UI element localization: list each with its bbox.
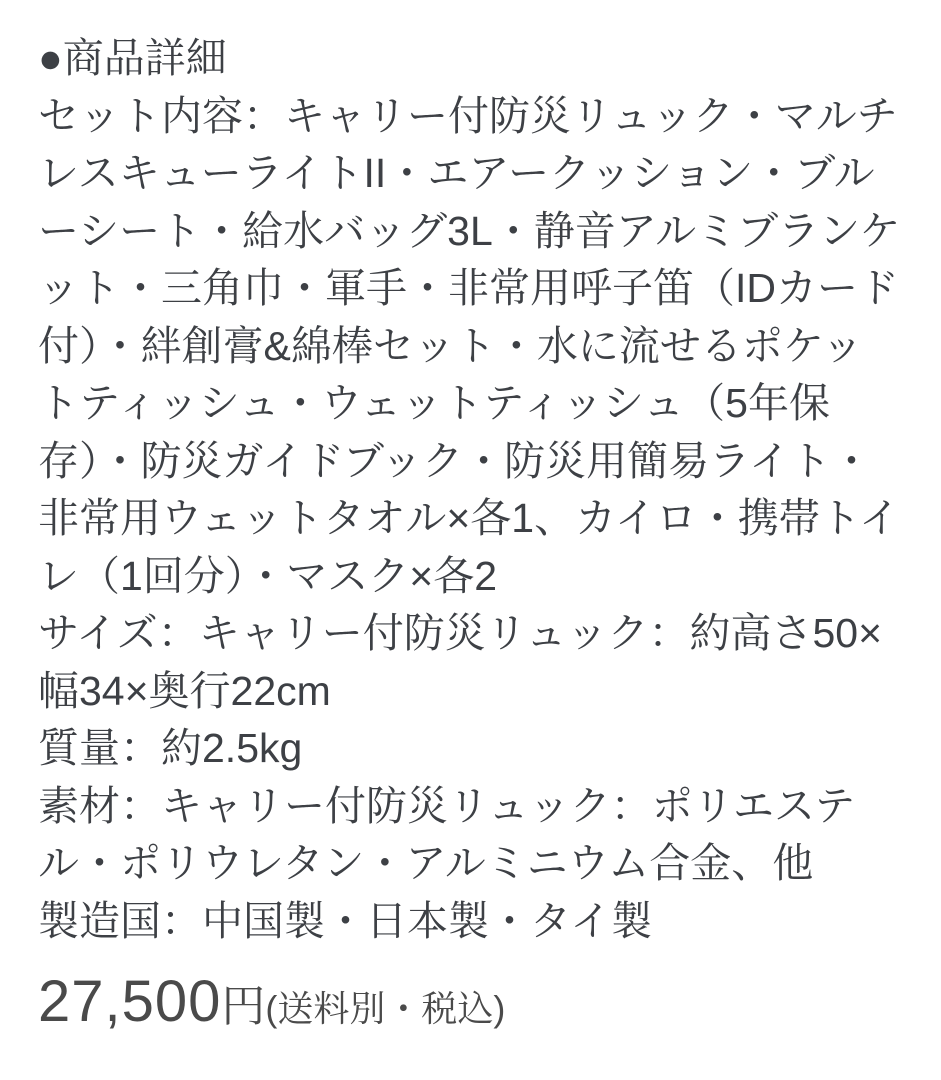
price-row (38, 968, 901, 1035)
detail-line-country: 製造国：中国製・日本製・タイ製 (38, 897, 653, 944)
price-currency-label: 円 (221, 982, 266, 1031)
detail-line-material: 素材：キャリー付防災リュック：ポリエステル・ポリウレタン・アルミニウム合金、他 (38, 782, 856, 886)
detail-line-size: サイズ：キャリー付防災リュック：約高さ50×幅34×奥行22cm (38, 610, 883, 714)
bullet-icon: ● (38, 35, 63, 81)
price-amount: 27,500 (38, 969, 222, 1034)
price-shipping-tax-note: (送料別・税込) (265, 988, 506, 1029)
section-heading (38, 30, 901, 88)
detail-line-weight: 質量：約2.5kg (38, 725, 303, 771)
detail-line-set-contents: セット内容：キャリー付防災リュック・マルチレスキューライトII・エアークッション・ブルーシート・給水バッグ3L・静音アルミブランケット・三角巾・軍手・非常用呼子笛（IDカード付）・絆創膏&綿棒セット・水に流せるポケットティッシュ・ウェットティッシュ（5年保存）・防災ガイドブック・防災用簡易ライト・非常用ウェットタオル×各1、カイロ・携帯トイレ（1回分）・マスク×各2 (38, 92, 901, 599)
section-title: 商品詳細 (62, 35, 227, 81)
